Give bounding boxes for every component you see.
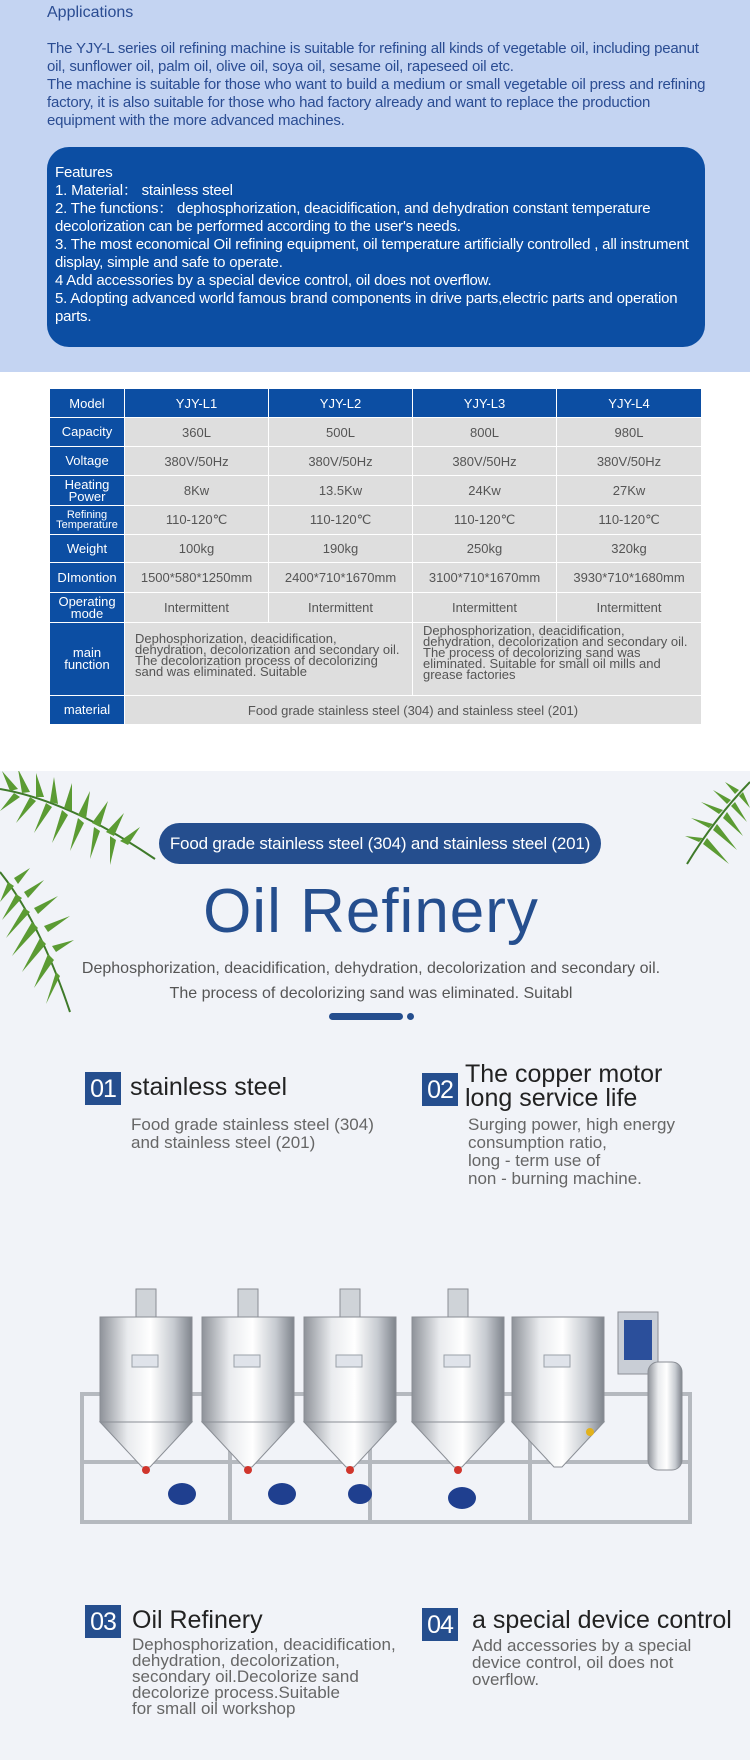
table-cell: 500L bbox=[269, 418, 413, 447]
feature-line: 2. The functions： dephosphorization, deacidification, and dehydration constant temperature decolorization can be performed according to the user's needs. bbox=[55, 200, 651, 235]
feature-line: 1. Material： stainless steel bbox=[55, 182, 233, 199]
table-row bbox=[50, 506, 702, 535]
features-box bbox=[47, 147, 705, 347]
feature-description-line: non - burning machine. bbox=[468, 1169, 642, 1188]
feature-description bbox=[132, 1637, 396, 1717]
table-cell: 110-120℃ bbox=[269, 506, 413, 535]
feature-number: 03 bbox=[85, 1605, 121, 1638]
feature-description-line: device control, oil does not bbox=[472, 1653, 674, 1672]
table-row bbox=[50, 447, 702, 476]
row-label: material bbox=[50, 696, 125, 725]
row-label: main function bbox=[50, 623, 125, 696]
table-header-model: YJY-L1 bbox=[125, 389, 269, 418]
palm-leaf-icon bbox=[0, 771, 160, 871]
feature-description-line: Add accessories by a special bbox=[472, 1636, 692, 1655]
applications-section bbox=[0, 0, 750, 372]
table-cell: 380V/50Hz bbox=[413, 447, 557, 476]
row-label: Voltage bbox=[50, 447, 125, 476]
table-row bbox=[50, 389, 702, 418]
intro-line: The process of decolorizing sand was eliminated. Suitabl bbox=[169, 985, 573, 1002]
table-cell: 250kg bbox=[413, 535, 557, 563]
table-cell: 110-120℃ bbox=[125, 506, 269, 535]
row-label: DImontion bbox=[50, 563, 125, 593]
table-cell: 24Kw bbox=[413, 476, 557, 506]
table-cell: 380V/50Hz bbox=[269, 447, 413, 476]
feature-line: 5. Adopting advanced world famous brand components in drive parts,electric parts and operation parts. bbox=[55, 290, 678, 325]
table-row bbox=[50, 476, 702, 506]
feature-description-line: for small oil workshop bbox=[132, 1699, 296, 1718]
feature-description bbox=[468, 1116, 675, 1188]
divider-dot bbox=[407, 1013, 414, 1020]
feature-title: stainless steel bbox=[130, 1073, 288, 1101]
table-cell: 320kg bbox=[557, 535, 702, 563]
table-header-model: YJY-L2 bbox=[269, 389, 413, 418]
table-cell: 380V/50Hz bbox=[557, 447, 702, 476]
divider-bar bbox=[329, 1013, 403, 1020]
table-cell: 2400*710*1670mm bbox=[269, 563, 413, 593]
feature-description-line: secondary oil.Decolorize sand bbox=[132, 1667, 359, 1686]
table-cell: 800L bbox=[413, 418, 557, 447]
table-cell: 380V/50Hz bbox=[125, 447, 269, 476]
table-header-model: YJY-L4 bbox=[557, 389, 702, 418]
material-pill: Food grade stainless steel (304) and stainless steel (201) bbox=[159, 823, 601, 864]
feature-description-line: decolorize process.Suitable bbox=[132, 1683, 340, 1702]
intro-line: Dephosphorization, deacidification, dehydration, decolorization and secondary oil. bbox=[81, 960, 661, 977]
feature-description-line: and stainless steel (201) bbox=[131, 1133, 316, 1152]
feature-number: 01 bbox=[85, 1072, 121, 1105]
feature-title: a special device control bbox=[472, 1606, 732, 1634]
row-label: Operating mode bbox=[50, 593, 125, 623]
feature-description-line: overflow. bbox=[472, 1670, 540, 1689]
feature-number: 04 bbox=[422, 1608, 458, 1641]
row-label: Weight bbox=[50, 535, 125, 563]
row-label: Heating Power bbox=[50, 476, 125, 506]
feature-line: 4 Add accessories by a special device control, oil does not overflow. bbox=[55, 272, 492, 289]
feature-description-line: Dephosphorization, deacidification, bbox=[132, 1635, 396, 1654]
table-cell: 100kg bbox=[125, 535, 269, 563]
material-value: Food grade stainless steel (304) and stainless steel (201) bbox=[125, 696, 702, 725]
palm-leaf-icon bbox=[685, 778, 750, 868]
oil-refinery-title: Oil Refinery bbox=[203, 877, 539, 946]
applications-heading: Applications bbox=[47, 4, 134, 21]
feature-title-line: long service life bbox=[465, 1084, 638, 1112]
table-cell: 3100*710*1670mm bbox=[413, 563, 557, 593]
table-cell: 360L bbox=[125, 418, 269, 447]
oil-refinery-machine-illustration bbox=[70, 1262, 710, 1542]
table-row bbox=[50, 535, 702, 563]
feature-description bbox=[131, 1116, 374, 1152]
table-cell: Intermittent bbox=[269, 593, 413, 623]
tank-group bbox=[100, 1289, 604, 1467]
table-row bbox=[50, 563, 702, 593]
feature-description-line: Surging power, high energy bbox=[468, 1115, 675, 1134]
applications-text bbox=[47, 40, 707, 130]
main-function-left: Dephosphorization, deacidification, dehydration, decolorization and secondary oil. The decolorization process of decolorizing sand was eliminated. Suitable bbox=[125, 623, 413, 696]
feature-title bbox=[465, 1062, 662, 1110]
table-cell: 980L bbox=[557, 418, 702, 447]
feature-description-line: dehydration, decolorization, bbox=[132, 1651, 340, 1670]
feature-title: Oil Refinery bbox=[132, 1606, 263, 1634]
feature-description-line: consumption ratio, bbox=[468, 1133, 607, 1152]
feature-title-line: The copper motor bbox=[465, 1060, 663, 1088]
table-cell: Intermittent bbox=[413, 593, 557, 623]
table-cell: 190kg bbox=[269, 535, 413, 563]
feature-line: 3. The most economical Oil refining equipment, oil temperature artificially controlled , all instrument display, simple and safe to operate. bbox=[55, 236, 689, 271]
table-cell: Intermittent bbox=[557, 593, 702, 623]
table-row bbox=[50, 418, 702, 447]
table-row bbox=[50, 696, 702, 725]
table-row bbox=[50, 593, 702, 623]
feature-description-line: long - term use of bbox=[468, 1151, 601, 1170]
feature-description bbox=[472, 1637, 691, 1688]
applications-paragraph: The machine is suitable for those who want to build a medium or small vegetable oil press and refining factory, it is also suitable for those who had factory already and want to replace the production equipment with the more advanced machines. bbox=[47, 76, 706, 129]
table-cell: 13.5Kw bbox=[269, 476, 413, 506]
row-label: Refining Temperature bbox=[50, 506, 125, 535]
table-cell: 110-120℃ bbox=[557, 506, 702, 535]
table-cell: 8Kw bbox=[125, 476, 269, 506]
spec-table bbox=[49, 388, 702, 725]
applications-paragraph: The YJY-L series oil refining machine is suitable for refining all kinds of vegetable oil, including peanut oil, sunflower oil, palm oil, olive oil, soya oil, sesame oil, rapeseed oil etc. bbox=[47, 40, 699, 75]
row-label: Capacity bbox=[50, 418, 125, 447]
features-title: Features bbox=[55, 164, 113, 181]
table-header-model: YJY-L3 bbox=[413, 389, 557, 418]
table-cell: 27Kw bbox=[557, 476, 702, 506]
feature-number: 02 bbox=[422, 1073, 458, 1106]
table-cell: 3930*710*1680mm bbox=[557, 563, 702, 593]
table-cell: 1500*580*1250mm bbox=[125, 563, 269, 593]
table-cell: 110-120℃ bbox=[413, 506, 557, 535]
refinery-intro bbox=[40, 956, 702, 1006]
table-header-label: Model bbox=[50, 389, 125, 418]
feature-description-line: Food grade stainless steel (304) bbox=[131, 1115, 374, 1134]
table-row bbox=[50, 623, 702, 696]
main-function-right: Dephosphorization, deacidification, dehydration, decolorization and secondary oil. The process of decolorizing sand was eliminated. Suitable for small oil mills and grease factories bbox=[413, 623, 702, 696]
table-cell: Intermittent bbox=[125, 593, 269, 623]
